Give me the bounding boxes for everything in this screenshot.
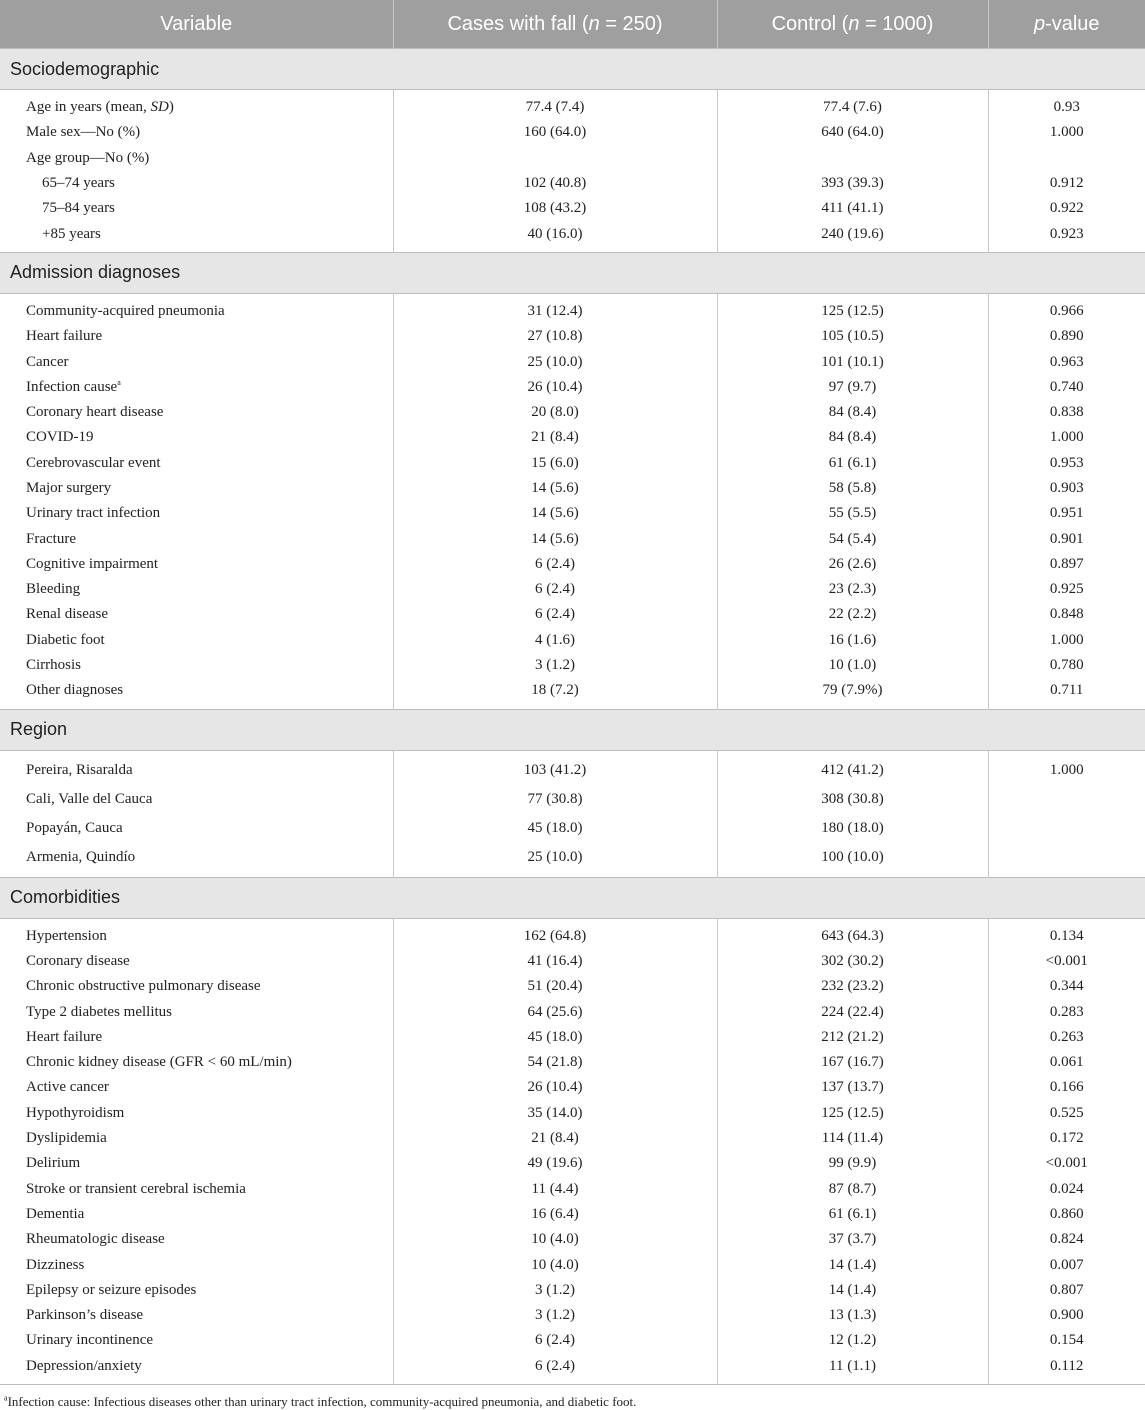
cell-cases: 26 (10.4) [393,1075,717,1100]
cell-cases: 4 (1.6) [393,628,717,653]
cell-control: 79 (7.9%) [717,678,988,709]
cell-cases: 15 (6.0) [393,451,717,476]
table-row [0,196,1145,221]
cell-variable: Urinary tract infection [26,505,161,522]
cell-variable: Cirrhosis [26,657,82,674]
table-row [0,146,1145,171]
cell-variable: Coronary disease [26,952,130,969]
cell-cases [393,146,717,171]
cell-control: 643 (64.3) [717,918,988,949]
section-header [0,49,1145,90]
cell-p-value: 0.024 [988,1177,1145,1202]
table-row [0,974,1145,999]
cell-control: 13 (1.3) [717,1303,988,1328]
cell-p-value: 0.711 [988,678,1145,709]
cell-variable: COVID-19 [26,429,94,446]
cell-control: 10 (1.0) [717,653,988,678]
table-row [0,1354,1145,1384]
table-row [0,1050,1145,1075]
table-row [0,999,1145,1024]
cell-variable: Depression/anxiety [26,1357,142,1374]
cell-variable: Cali, Valle del Cauca [26,790,153,807]
cell-p-value: 0.838 [988,400,1145,425]
cell-p-value: 0.807 [988,1278,1145,1303]
cell-variable: Active cancer [26,1079,109,1096]
cell-variable: 75–84 years [42,200,115,217]
cell-cases: 16 (6.4) [393,1202,717,1227]
table-row [0,1151,1145,1176]
cell-p-value: 0.925 [988,577,1145,602]
table-row [0,949,1145,974]
cell-cases: 45 (18.0) [393,1025,717,1050]
cell-p-value [988,146,1145,171]
header-variable: Variable [0,0,393,49]
table-row [0,1126,1145,1151]
cell-variable: Male sex—No (%) [26,124,141,141]
cell-p-value: 0.860 [988,1202,1145,1227]
table-row [0,1202,1145,1227]
cell-p-value: 0.922 [988,196,1145,221]
cell-control: 14 (1.4) [717,1278,988,1303]
cell-control: 125 (12.5) [717,1101,988,1126]
table-row [0,1177,1145,1202]
cell-p-value: 0.740 [988,375,1145,400]
cell-cases: 45 (18.0) [393,814,717,843]
cell-p-value: 0.263 [988,1025,1145,1050]
table-row [0,501,1145,526]
table-row [0,918,1145,949]
cell-variable: Cancer [26,353,69,370]
cell-control: 411 (41.1) [717,196,988,221]
cell-control: 232 (23.2) [717,974,988,999]
cell-control: 97 (9.7) [717,375,988,400]
table-row [0,1075,1145,1100]
cell-control: 125 (12.5) [717,293,988,324]
cell-control: 87 (8.7) [717,1177,988,1202]
cell-p-value: 0.951 [988,501,1145,526]
cell-p-value: 0.900 [988,1303,1145,1328]
cell-variable: Fracture [26,530,76,547]
cell-control: 100 (10.0) [717,843,988,878]
cell-cases: 25 (10.0) [393,349,717,374]
cell-cases: 10 (4.0) [393,1252,717,1277]
cell-control: 180 (18.0) [717,814,988,843]
cell-variable: Age in years (mean, SD) [26,99,174,116]
cell-variable: Renal disease [26,606,109,623]
table-row [0,425,1145,450]
cell-control: 167 (16.7) [717,1050,988,1075]
cell-variable: 65–74 years [42,175,115,192]
cell-p-value: 0.166 [988,1075,1145,1100]
cell-variable: Dyslipidemia [26,1130,107,1147]
cell-cases: 3 (1.2) [393,1303,717,1328]
table-row [0,324,1145,349]
table-row [0,577,1145,602]
table-row [0,1227,1145,1252]
footnote-marker: a [4,1393,8,1403]
cell-cases: 162 (64.8) [393,918,717,949]
cell-p-value: 0.007 [988,1252,1145,1277]
cell-control: 58 (5.8) [717,476,988,501]
cell-p-value: 0.172 [988,1126,1145,1151]
cell-variable: Chronic obstructive pulmonary disease [26,978,261,995]
table-row [0,678,1145,709]
cell-control: 26 (2.6) [717,552,988,577]
table-row [0,476,1145,501]
cell-cases: 6 (2.4) [393,1354,717,1384]
cell-variable: Other diagnoses [26,682,124,699]
cell-cases: 77 (30.8) [393,785,717,814]
section-header [0,709,1145,750]
cell-cases: 35 (14.0) [393,1101,717,1126]
table-row [0,1252,1145,1277]
header-cases: Cases with fall (n = 250) [393,0,717,49]
cell-variable: Coronary heart disease [26,404,164,421]
section-header [0,252,1145,293]
cell-variable: Hypothyroidism [26,1104,125,1121]
cell-p-value: 1.000 [988,120,1145,145]
cell-cases: 14 (5.6) [393,476,717,501]
cell-p-value: 0.283 [988,999,1145,1024]
cell-p-value: 0.912 [988,171,1145,196]
cell-cases: 3 (1.2) [393,653,717,678]
cell-cases: 108 (43.2) [393,196,717,221]
cell-p-value: 0.780 [988,653,1145,678]
table-row [0,221,1145,252]
cell-cases: 160 (64.0) [393,120,717,145]
header-p-value: p-value [988,0,1145,49]
cell-cases: 41 (16.4) [393,949,717,974]
cell-control: 23 (2.3) [717,577,988,602]
cell-variable: +85 years [42,225,101,242]
cell-variable: Rheumatologic disease [26,1231,165,1248]
table-row [0,602,1145,627]
table-row [0,293,1145,324]
cell-p-value: 1.000 [988,425,1145,450]
cell-cases: 14 (5.6) [393,501,717,526]
footnote [0,1384,1145,1410]
cell-variable: Heart failure [26,328,103,345]
cell-p-value: <0.001 [988,949,1145,974]
table-row [0,1101,1145,1126]
cell-variable: Parkinson’s disease [26,1307,144,1324]
cell-variable: Diabetic foot [26,631,105,648]
table-row [0,375,1145,400]
cell-control: 105 (10.5) [717,324,988,349]
cell-control: 22 (2.2) [717,602,988,627]
cell-cases: 40 (16.0) [393,221,717,252]
cell-p-value: 1.000 [988,628,1145,653]
cell-cases: 64 (25.6) [393,999,717,1024]
cell-control: 114 (11.4) [717,1126,988,1151]
cell-p-value: <0.001 [988,1151,1145,1176]
cell-p-value: 1.000 [988,750,1145,785]
cell-control: 54 (5.4) [717,526,988,551]
cell-control: 640 (64.0) [717,120,988,145]
table-row [0,171,1145,196]
cell-control: 84 (8.4) [717,425,988,450]
cell-p-value [988,785,1145,814]
cell-cases: 77.4 (7.4) [393,90,717,121]
cell-variable: Dizziness [26,1256,85,1273]
cell-p-value: 0.061 [988,1050,1145,1075]
cell-cases: 102 (40.8) [393,171,717,196]
cell-p-value: 0.903 [988,476,1145,501]
cell-cases: 3 (1.2) [393,1278,717,1303]
section-header [0,877,1145,918]
cell-variable: Bleeding [26,581,81,598]
cell-control: 99 (9.9) [717,1151,988,1176]
cell-variable: Armenia, Quindío [26,848,136,865]
cell-p-value: 0.953 [988,451,1145,476]
cell-variable: Pereira, Risaralda [26,761,133,778]
cell-cases: 14 (5.6) [393,526,717,551]
table-row [0,120,1145,145]
table-row [0,628,1145,653]
cell-variable: Dementia [26,1205,85,1222]
cell-control: 61 (6.1) [717,451,988,476]
table-row [0,785,1145,814]
cell-cases: 103 (41.2) [393,750,717,785]
cell-variable: Chronic kidney disease (GFR < 60 mL/min) [26,1054,292,1071]
cell-variable: Delirium [26,1155,81,1172]
cell-cases: 6 (2.4) [393,602,717,627]
cell-cases: 31 (12.4) [393,293,717,324]
cell-p-value: 0.525 [988,1101,1145,1126]
cell-p-value: 0.93 [988,90,1145,121]
cell-cases: 21 (8.4) [393,1126,717,1151]
cell-variable: Cognitive impairment [26,555,159,572]
cell-control: 55 (5.5) [717,501,988,526]
cell-cases: 27 (10.8) [393,324,717,349]
cell-variable: Type 2 diabetes mellitus [26,1003,173,1020]
cell-cases: 18 (7.2) [393,678,717,709]
cell-cases: 51 (20.4) [393,974,717,999]
cell-control: 412 (41.2) [717,750,988,785]
cell-p-value: 0.923 [988,221,1145,252]
cell-p-value: 0.848 [988,602,1145,627]
cell-variable: Urinary incontinence [26,1332,154,1349]
table-row [0,814,1145,843]
table-header [0,0,1145,49]
cell-variable: Community-acquired pneumonia [26,302,225,319]
table-row [0,1303,1145,1328]
cell-p-value [988,814,1145,843]
section-title: Admission diagnoses [0,252,1145,293]
cell-variable: Popayán, Cauca [26,819,123,836]
table-row [0,1328,1145,1353]
table-row [0,349,1145,374]
cell-control: 12 (1.2) [717,1328,988,1353]
cell-control: 84 (8.4) [717,400,988,425]
table-row [0,90,1145,121]
table-body [0,49,1145,1384]
cell-cases: 6 (2.4) [393,552,717,577]
cell-control: 101 (10.1) [717,349,988,374]
cell-p-value: 0.890 [988,324,1145,349]
cell-control: 77.4 (7.6) [717,90,988,121]
cell-variable: Infection cause$^a$ [26,377,121,395]
cell-p-value: 0.897 [988,552,1145,577]
cell-p-value: 0.344 [988,974,1145,999]
cell-cases: 6 (2.4) [393,1328,717,1353]
cell-control: 16 (1.6) [717,628,988,653]
cell-control: 302 (30.2) [717,949,988,974]
cell-cases: 21 (8.4) [393,425,717,450]
cell-cases: 6 (2.4) [393,577,717,602]
cell-cases: 20 (8.0) [393,400,717,425]
cell-p-value: 0.112 [988,1354,1145,1384]
cell-variable: Epilepsy or seizure episodes [26,1281,197,1298]
header-control: Control (n = 1000) [717,0,988,49]
table-row [0,526,1145,551]
table-row [0,552,1145,577]
section-title: Sociodemographic [0,49,1145,90]
footnote-text: Infection cause: Infectious diseases other than urinary tract infection, community-acquired pneumonia, and diabetic foot. [7,1393,637,1409]
cell-control: 11 (1.1) [717,1354,988,1384]
cell-p-value: 0.134 [988,918,1145,949]
cell-control: 224 (22.4) [717,999,988,1024]
cell-variable: Age group—No (%) [26,149,150,166]
section-title: Comorbidities [0,877,1145,918]
cell-variable: Hypertension [26,927,107,944]
cell-variable: Cerebrovascular event [26,454,161,471]
cell-variable: Heart failure [26,1028,103,1045]
cell-control: 308 (30.8) [717,785,988,814]
section-title: Region [0,709,1145,750]
cell-cases: 25 (10.0) [393,843,717,878]
table-row [0,400,1145,425]
table-row [0,451,1145,476]
cell-p-value: 0.966 [988,293,1145,324]
cell-control [717,146,988,171]
cell-control: 240 (19.6) [717,221,988,252]
cell-p-value [988,843,1145,878]
cell-p-value: 0.963 [988,349,1145,374]
table-row [0,1025,1145,1050]
cell-cases: 11 (4.4) [393,1177,717,1202]
cell-control: 212 (21.2) [717,1025,988,1050]
cell-p-value: 0.154 [988,1328,1145,1353]
table-row [0,1278,1145,1303]
cell-variable: Stroke or transient cerebral ischemia [26,1180,246,1197]
cell-variable: Major surgery [26,480,112,496]
cell-cases: 54 (21.8) [393,1050,717,1075]
cell-control: 14 (1.4) [717,1252,988,1277]
cell-control: 37 (3.7) [717,1227,988,1252]
cell-cases: 10 (4.0) [393,1227,717,1252]
cell-p-value: 0.824 [988,1227,1145,1252]
table-row [0,843,1145,878]
cell-cases: 49 (19.6) [393,1151,717,1176]
cell-control: 137 (13.7) [717,1075,988,1100]
cell-control: 393 (39.3) [717,171,988,196]
table-row [0,750,1145,785]
table-row [0,653,1145,678]
cell-p-value: 0.901 [988,526,1145,551]
cell-control: 61 (6.1) [717,1202,988,1227]
cell-cases: 26 (10.4) [393,375,717,400]
